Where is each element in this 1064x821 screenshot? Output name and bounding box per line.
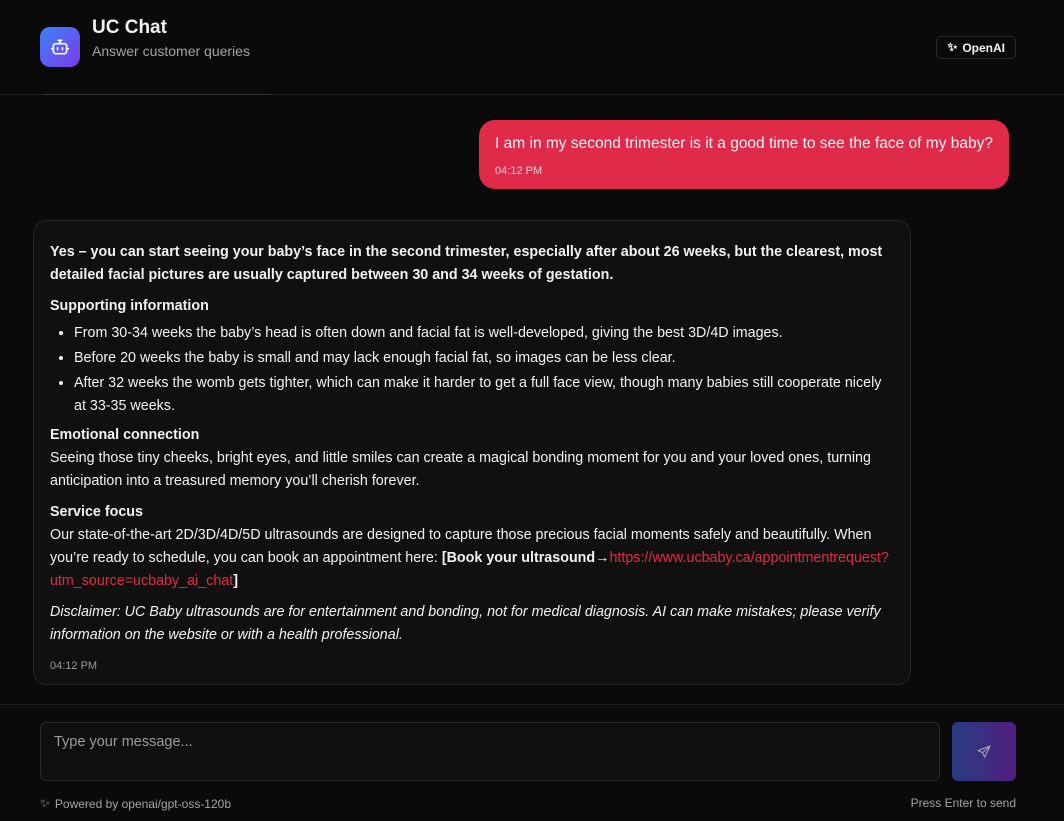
- bracket: ]: [233, 573, 238, 589]
- list-item: • Before 20 weeks the baby is small and may lack enough facial fat, so images can be less clear.: [74, 347, 894, 370]
- section-heading: Emotional connection: [50, 427, 200, 443]
- user-message-text: I am in my second trimester is it a good time to see the face of my baby?: [495, 135, 993, 152]
- list-item: • From 30-34 weeks the baby’s head is often down and facial fat is well-developed, giving the best 3D/4D images.: [74, 322, 894, 345]
- provider-badge: [936, 36, 1016, 59]
- provider-label: OpenAI: [962, 40, 1005, 55]
- disclaimer: Disclaimer: UC Baby ultrasounds are for entertainment and bonding, not for medical diagnosis. AI can make mistakes; please verify information on the website or with a health professional.: [50, 604, 881, 643]
- message-input[interactable]: [40, 722, 940, 781]
- assistant-message: [33, 220, 911, 685]
- composer: [0, 704, 1064, 821]
- appointment-link[interactable]: https://www.ucbaby.ca/appointmentrequest?utm_source=ucbaby_ai_chat: [50, 550, 889, 589]
- list-item: • After 32 weeks the womb gets tighter, which can make it harder to get a full face view, though many babies still cooperate nicely at 33-35 weeks.: [74, 372, 894, 418]
- book-label: [Book your ultrasound→: [441, 550, 610, 566]
- paragraph: Seeing those tiny cheeks, bright eyes, and little smiles can create a magical bonding moment for you and your loved ones, turning anticipation into a treasured memory you’ll cherish forever.: [50, 450, 871, 489]
- user-message: [479, 120, 1009, 189]
- app-title: UC Chat: [92, 17, 167, 38]
- sparkles-icon: ✨︎: [40, 796, 50, 810]
- sparkles-icon: ✨︎: [947, 40, 958, 54]
- answer-intro: Yes – you can start seeing your baby’s face in the second trimester, especially after about 26 weeks, but the clearest, most detailed facial pictures are usually captured between 30 and 34 weeks of gestation.: [50, 244, 883, 283]
- bullet-list: [50, 322, 894, 418]
- divider: [44, 94, 270, 95]
- send-icon: [976, 744, 992, 760]
- robot-icon: [40, 27, 80, 67]
- section-heading: Service focus: [50, 504, 143, 520]
- section-heading: Supporting information: [50, 298, 209, 314]
- message-timestamp: 04:12 PM: [495, 165, 543, 177]
- app-subtitle: Answer customer queries: [92, 43, 250, 59]
- paragraph-text: Our state-of-the-art 2D/3D/4D/5D ultrasounds are designed to capture those precious facial moments safely and beautifully. When you’re ready to schedule, you can book an appointment here:: [50, 527, 872, 566]
- chat-header: [0, 0, 1064, 95]
- paragraph: [50, 524, 894, 593]
- powered-by: [40, 796, 231, 811]
- message-timestamp: 04:12 PM: [50, 660, 98, 672]
- powered-by-text: Powered by openai/gpt-oss-120b: [54, 796, 232, 811]
- send-hint: Press Enter to send: [910, 796, 1016, 810]
- send-button[interactable]: [952, 722, 1016, 781]
